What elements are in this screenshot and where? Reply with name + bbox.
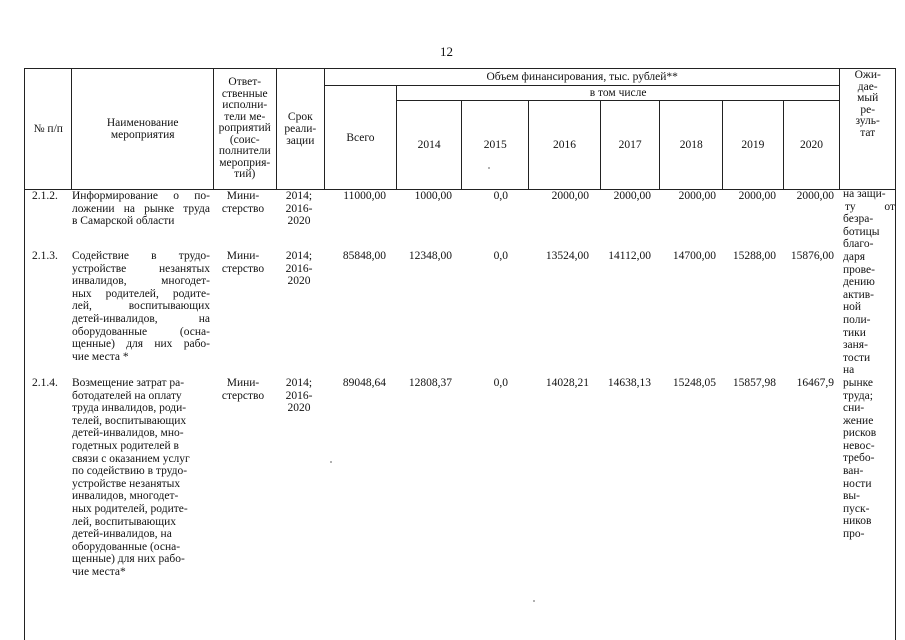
header-year-2015: 2015 <box>462 101 529 190</box>
row-name <box>72 250 210 363</box>
table-left-border <box>24 188 25 640</box>
expected-result-line: рисков <box>843 427 877 440</box>
header-funding-title: Объем финансирования, тыс. рублей** <box>325 69 840 86</box>
row-name-line: Возмещение затрат ра- <box>72 377 185 389</box>
row-name-line: по содействию в трудо- <box>72 465 188 478</box>
header-col-total: Всего <box>325 86 397 190</box>
row-responsible <box>213 250 273 275</box>
expected-result-line: про- <box>843 528 865 541</box>
header-col-result-line: мый <box>857 92 879 104</box>
row-name-line: в Самарской области <box>72 215 175 228</box>
expected-result-line: заня- <box>843 339 868 352</box>
expected-result-line: жение <box>843 414 874 427</box>
row-value-y2020: 16467,9 <box>796 377 834 389</box>
expected-result-line: безра- <box>843 213 874 226</box>
row-name-line: лей, воспитывающих <box>72 515 177 528</box>
expected-result-line: рынке <box>843 376 874 389</box>
header-year-2017: 2017 <box>600 101 660 190</box>
row-term-line: 2020 <box>287 215 311 228</box>
row-value-y2015: 0,0 <box>493 250 508 262</box>
row-responsible-line: стерство <box>221 262 265 275</box>
row-name-line: ложении на рынке труда <box>72 202 210 215</box>
expected-result-text <box>843 188 895 541</box>
expected-result-line: тости <box>843 351 871 364</box>
row-value-y2015: 0,0 <box>493 377 508 389</box>
row-value-y2017: 14112,00 <box>608 250 651 262</box>
row-name-line: щенные) для них рабо- <box>72 338 210 351</box>
header-col-responsible-line: мероприя- <box>219 156 271 169</box>
row-name-line: Содействие в трудо- <box>72 250 210 262</box>
header-year-2020: 2020 <box>783 101 840 190</box>
row-name <box>72 190 210 228</box>
header-col-term-line: зации <box>286 135 315 147</box>
row-name-line: устройстве незанятых <box>72 262 210 275</box>
header-col-term <box>276 69 324 190</box>
header-col-result <box>840 69 896 190</box>
row-name-line: детей-инвалидов, на <box>72 528 172 541</box>
header-year-2018: 2018 <box>660 101 723 190</box>
row-name-line: оборудованные (осна- <box>72 325 210 338</box>
page-number: 12 <box>440 44 453 59</box>
header-col-term-line: реали- <box>284 123 317 135</box>
row-name-line: лей, воспитывающих <box>72 300 210 313</box>
header-col-result-line: тат <box>860 126 876 139</box>
row-name-line: инвалидов, многодет- <box>72 275 210 288</box>
header-col-responsible-line: роприятий <box>218 122 271 135</box>
row-name-line: инвалидов, многодет- <box>72 490 179 503</box>
expected-result-line: прове- <box>843 263 875 276</box>
header-col-responsible-line: тий) <box>234 168 256 181</box>
header-col-result-line: зуль- <box>855 115 880 127</box>
expected-result-line: на защи- <box>843 188 886 200</box>
row-name-line: ботодателей на оплату <box>72 389 182 402</box>
row-value-y2018: 15248,05 <box>672 377 716 389</box>
scan-speck <box>533 600 535 602</box>
scan-speck <box>488 167 490 169</box>
row-value-y2014: 1000,00 <box>414 190 452 202</box>
header-col-responsible-line: полнители <box>218 145 271 158</box>
row-name-line: оборудованные (осна- <box>72 540 181 553</box>
row-name-line: чие места* <box>72 565 126 578</box>
row-name-line: телей, воспитывающих <box>72 414 187 427</box>
row-value-y2020: 15876,00 <box>790 250 834 262</box>
row-value-y2018: 2000,00 <box>678 190 716 202</box>
expected-result-line: невос- <box>843 439 875 452</box>
row-name-line: Информирование о по- <box>72 190 210 202</box>
row-term-line: 2014; <box>285 250 313 262</box>
expected-result-line: даря <box>843 250 865 263</box>
expected-result-line: ван- <box>843 465 864 478</box>
expected-result-line: ников <box>843 515 872 528</box>
expected-result-line: поли- <box>843 313 871 326</box>
header-col-number: № п/п <box>25 69 72 190</box>
row-value-y2019: 2000,00 <box>738 190 776 202</box>
scan-speck <box>330 461 332 463</box>
expected-result-line: сни- <box>843 402 865 415</box>
row-term-line: 2014; <box>285 377 313 389</box>
header-col-name-text: Наименование мероприятия <box>106 117 179 141</box>
row-name-line: годетных родителей в <box>72 439 179 452</box>
row-responsible <box>213 190 273 215</box>
row-number: 2.1.3. <box>32 250 58 262</box>
header-col-responsible <box>213 69 276 190</box>
row-responsible <box>213 377 273 402</box>
header-year-2016: 2016 <box>529 101 601 190</box>
header-col-result-line: дае- <box>857 80 878 93</box>
row-responsible-line: Мини- <box>226 250 260 262</box>
header-col-result-line: Ожи- <box>854 69 881 81</box>
row-name-line: труда инвалидов, роди- <box>72 402 187 415</box>
row-name-line: ных родителей, родите- <box>72 502 188 515</box>
header-col-name <box>72 69 213 190</box>
header-col-responsible-line: ственные <box>221 87 268 100</box>
header-col-term-line: Срок <box>287 111 313 123</box>
row-name-line: связи с оказанием услуг <box>72 452 190 465</box>
row-responsible-line: стерство <box>221 202 265 215</box>
row-name <box>72 377 210 579</box>
row-value-total: 89048,64 <box>342 377 386 389</box>
row-responsible-line: Мини- <box>226 377 260 389</box>
row-term-line: 2016- <box>285 389 313 402</box>
expected-result-line: актив- <box>843 288 874 301</box>
expected-result-line: ной <box>843 301 862 314</box>
header-col-responsible-line: тели ме- <box>224 110 266 123</box>
row-value-y2014: 12808,37 <box>408 377 452 389</box>
row-name-line: ных родителей, родите- <box>72 287 210 300</box>
row-value-y2019: 15857,98 <box>732 377 776 389</box>
row-name-line: детей-инвалидов, мно- <box>72 427 184 440</box>
header-col-result-line: ре- <box>860 103 876 116</box>
expected-result-line: вы- <box>843 490 860 503</box>
header-year-2014: 2014 <box>396 101 462 190</box>
row-value-y2014: 12348,00 <box>408 250 452 262</box>
row-value-total: 85848,00 <box>342 250 386 262</box>
expected-result-line: труда; <box>843 389 873 402</box>
row-term-line: 2020 <box>287 402 311 415</box>
row-responsible-line: стерство <box>221 389 265 402</box>
row-term-line: 2020 <box>287 275 311 288</box>
header-col-responsible-line: Ответ- <box>228 76 262 89</box>
row-name-line: детей-инвалидов, на <box>72 312 210 325</box>
row-name-line: чие места * <box>72 350 129 363</box>
row-term-line: 2014; <box>285 190 313 202</box>
expected-result-line: благо- <box>843 238 874 251</box>
row-value-y2016: 13524,00 <box>545 250 589 262</box>
row-name-line: устройстве незанятых <box>72 477 181 490</box>
row-term-line: 2016- <box>285 202 313 215</box>
header-col-responsible-line: исполни- <box>222 99 268 112</box>
expected-result-line: ботицы <box>843 225 880 238</box>
expected-result-line: требо- <box>843 452 875 465</box>
row-term-line: 2016- <box>285 262 313 275</box>
row-value-y2016: 2000,00 <box>551 190 589 202</box>
header-col-responsible-line: (соис- <box>229 133 260 146</box>
header-year-2019: 2019 <box>723 101 784 190</box>
row-responsible-line: Мини- <box>226 190 260 202</box>
row-number: 2.1.2. <box>32 190 58 202</box>
table-right-border <box>895 188 896 640</box>
table-header <box>24 68 896 190</box>
row-number: 2.1.4. <box>32 377 58 389</box>
header-including: в том числе <box>396 86 840 101</box>
row-value-y2017: 14638,13 <box>607 377 651 389</box>
row-value-y2019: 15288,00 <box>732 250 776 262</box>
expected-result-line: ту от <box>845 200 895 213</box>
expected-result-line: ности <box>843 477 872 490</box>
row-value-total: 11000,00 <box>343 190 386 202</box>
row-value-y2016: 14028,21 <box>545 377 589 389</box>
row-value-y2018: 14700,00 <box>672 250 716 262</box>
expected-result-line: тики <box>843 326 866 339</box>
row-value-y2017: 2000,00 <box>613 190 651 202</box>
row-value-y2020: 2000,00 <box>796 190 834 202</box>
row-name-line: щенные) для них рабо- <box>72 553 185 566</box>
row-value-y2015: 0,0 <box>493 190 508 202</box>
expected-result-line: на <box>843 364 855 377</box>
expected-result-line: пуск- <box>843 502 870 515</box>
expected-result-line: дению <box>843 276 875 289</box>
